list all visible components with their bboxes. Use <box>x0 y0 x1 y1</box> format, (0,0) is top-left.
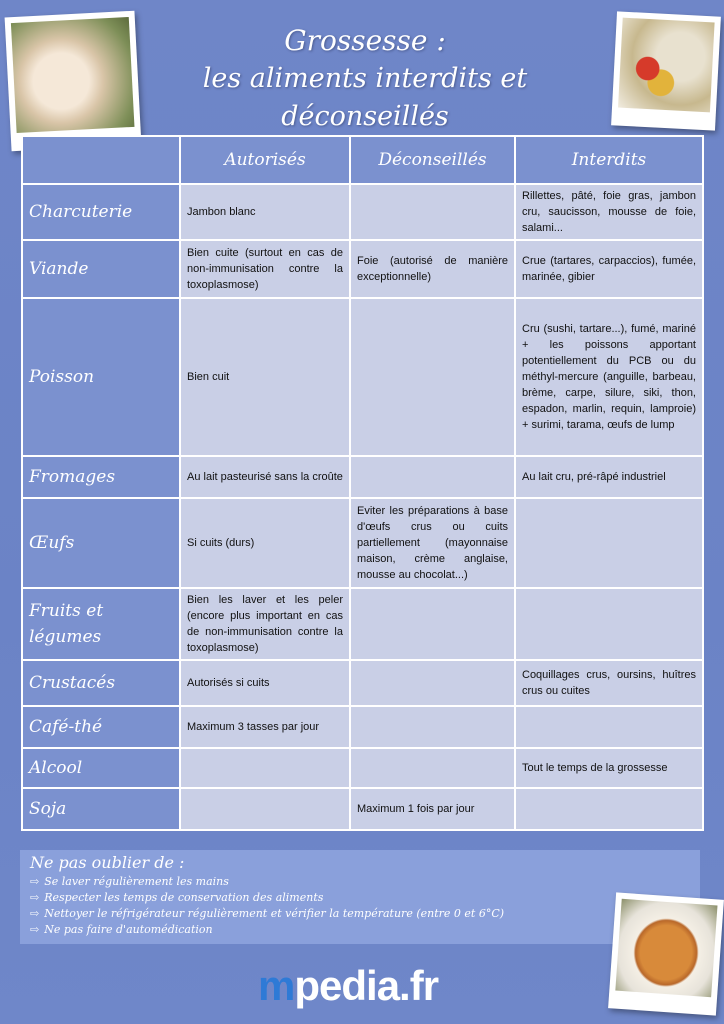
allowed-cell: Au lait pasteurisé sans la croûte <box>180 456 350 498</box>
header-discouraged: Déconseillés <box>350 136 515 184</box>
arrow-icon: ⇨ <box>30 923 40 936</box>
forbidden-cell: Crue (tartares, carpaccios), fumée, marinée, gibier <box>515 240 703 298</box>
table-row <box>22 298 703 456</box>
list-item <box>30 922 700 938</box>
forbidden-cell: Rillettes, pâté, foie gras, jambon cru, saucisson, mousse de foie, salami... <box>515 184 703 240</box>
table-row <box>22 706 703 748</box>
allowed-cell: Si cuits (durs) <box>180 498 350 588</box>
reminders-box <box>20 850 700 944</box>
row-category: Soja <box>22 788 180 830</box>
reminder-text: Nettoyer le réfrigérateur régulièrement et vérifier la température (entre 0 et 6°C) <box>44 907 505 920</box>
discouraged-cell: Foie (autorisé de manière exceptionnelle) <box>350 240 515 298</box>
discouraged-cell <box>350 588 515 660</box>
reminder-text: Ne pas faire d'automédication <box>44 923 213 936</box>
logo-rest: pedia.fr <box>294 962 439 1009</box>
discouraged-cell: Eviter les préparations à base d'œufs crus ou cuits partiellement (mayonnaise maison, crème anglaise, mousse au chocolat...) <box>350 498 515 588</box>
row-category: Café-thé <box>22 706 180 748</box>
discouraged-cell: Maximum 1 fois par jour <box>350 788 515 830</box>
list-item <box>30 874 700 890</box>
table-row <box>22 498 703 588</box>
table-row <box>22 788 703 830</box>
reminders-heading: Ne pas oublier de : <box>30 853 185 872</box>
allowed-cell: Bien les laver et les peler (encore plus important en cas de non-immunisation contre la toxoplasmose) <box>180 588 350 660</box>
discouraged-cell <box>350 298 515 456</box>
mpedia-logo[interactable] <box>258 962 438 1010</box>
forbidden-cell: Au lait cru, pré-râpé industriel <box>515 456 703 498</box>
table-row <box>22 748 703 788</box>
row-category: Fromages <box>22 456 180 498</box>
table-row <box>22 660 703 706</box>
row-category: Œufs <box>22 498 180 588</box>
allowed-cell: Maximum 3 tasses par jour <box>180 706 350 748</box>
table-row <box>22 456 703 498</box>
allowed-cell: Jambon blanc <box>180 184 350 240</box>
discouraged-cell <box>350 748 515 788</box>
allowed-cell: Bien cuite (surtout en cas de non-immunisation contre la toxoplasmose) <box>180 240 350 298</box>
fruit-bowl-photo <box>611 11 721 130</box>
arrow-icon: ⇨ <box>30 875 40 888</box>
discouraged-cell <box>350 184 515 240</box>
row-category: Poisson <box>22 298 180 456</box>
list-item <box>30 890 700 906</box>
table-row <box>22 588 703 660</box>
logo-m: m <box>258 962 295 1009</box>
row-category: Crustacés <box>22 660 180 706</box>
table-row <box>22 240 703 298</box>
list-item <box>30 906 700 922</box>
discouraged-cell <box>350 706 515 748</box>
header-forbidden: Interdits <box>515 136 703 184</box>
arrow-icon: ⇨ <box>30 907 40 920</box>
soup-bowl-photo <box>608 892 724 1015</box>
reminder-text: Se laver régulièrement les mains <box>44 875 229 888</box>
forbidden-cell <box>515 706 703 748</box>
reminder-text: Respecter les temps de conservation des aliments <box>44 891 324 904</box>
forbidden-cell: Tout le temps de la grossesse <box>515 748 703 788</box>
arrow-icon: ⇨ <box>30 891 40 904</box>
row-category: Viande <box>22 240 180 298</box>
allowed-cell <box>180 748 350 788</box>
row-category: Charcuterie <box>22 184 180 240</box>
forbidden-cell <box>515 588 703 660</box>
forbidden-cell: Coquillages crus, oursins, huîtres crus ou cuites <box>515 660 703 706</box>
row-category: Fruits et légumes <box>22 588 180 660</box>
allowed-cell <box>180 788 350 830</box>
discouraged-cell <box>350 456 515 498</box>
row-category: Alcool <box>22 748 180 788</box>
title-line-2: les aliments interdits et déconseillés <box>202 63 528 132</box>
allowed-cell: Bien cuit <box>180 298 350 456</box>
table-row <box>22 184 703 240</box>
pregnant-woman-photo <box>5 11 142 152</box>
forbidden-cell <box>515 498 703 588</box>
food-table <box>21 135 704 831</box>
title-line-1: Grossesse : <box>284 24 446 57</box>
forbidden-cell <box>515 788 703 830</box>
discouraged-cell <box>350 660 515 706</box>
allowed-cell: Autorisés si cuits <box>180 660 350 706</box>
page-title <box>130 22 600 136</box>
header-corner <box>22 136 180 184</box>
table-header-row <box>22 136 703 184</box>
header-allowed: Autorisés <box>180 136 350 184</box>
forbidden-cell: Cru (sushi, tartare...), fumé, mariné + les poissons apportant potentiellement du PCB ou du méthyl-mercure (anguille, barbeau, brème, carpe, silure, siki, thon, espadon, marlin, requin, lamproie) + surimi, tarama, œufs de lump <box>515 298 703 456</box>
reminders-list <box>30 874 700 938</box>
